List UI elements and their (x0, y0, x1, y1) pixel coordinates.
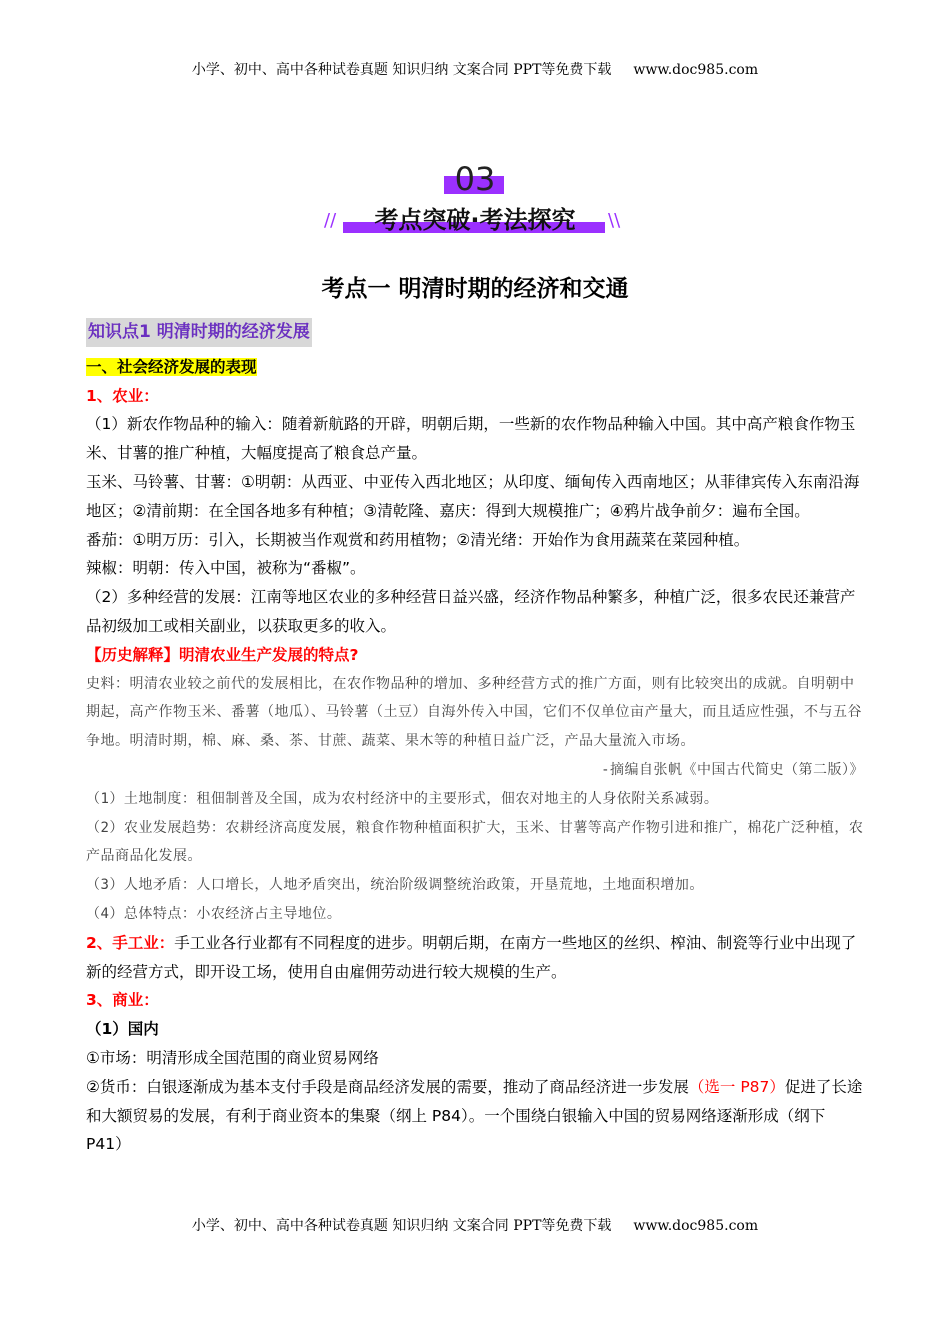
knowledge-point-label: 知识点1 明清时期的经济发展 (86, 318, 312, 347)
agriculture-heading: 1、农业： (86, 386, 159, 405)
commerce-market: ①市场：明清形成全国范围的商业贸易网络 (86, 1048, 379, 1067)
history-point: （1）土地制度：租佃制普及全国，成为农村经济中的主要形式，佃农对地主的人身依附关系减弱。 (86, 790, 719, 807)
section-number: 03 (0, 160, 950, 198)
commerce-heading: 3、商业： (86, 991, 159, 1010)
commerce-subheading: （1）国内 (86, 1020, 159, 1039)
craft-text: 手工业各行业都有不同程度的进步。明朝后期，在南方一些地区的丝织、榨油、制瓷等行业中出现了新的经营方式，即开设工场，使用自由雇佣劳动进行较大规模的生产。 (86, 933, 857, 981)
history-point: （4）总体特点：小农经济占主导地位。 (86, 905, 342, 922)
commerce-currency (86, 1073, 864, 1159)
page-footer (0, 1215, 950, 1235)
history-point: （2）农业发展趋势：农耕经济高度发展，粮食作物种植面积扩大，玉米、甘薯等高产作物引进和推广，棉花广泛种植，农产品商品化发展。 (86, 819, 864, 865)
header-url[interactable]: www.doc985.com (633, 62, 759, 78)
craft-heading: 2、手工业： (86, 933, 175, 952)
currency-reference: （选一 P87） (688, 1077, 785, 1096)
banner-text: 考点突破·考法探究 (374, 206, 576, 234)
agriculture-paragraph-5: （2）多种经营的发展：江南等地区农业的多种经营日益兴盛，经济作物品种繁多，种植广泛，很多农民还兼营产品初级加工或相关副业，以获取更多的收入。 (86, 588, 856, 635)
agriculture-paragraph-4: 辣椒：明朝：传入中国，被称为“番椒”。 (86, 559, 366, 578)
banner-right-mark: \\ (608, 210, 621, 231)
banner-left-mark: // (324, 210, 337, 231)
history-point: （3）人地矛盾：人口增长，人地矛盾突出，统治阶级调整统治政策，开垦荒地，土地面积增加。 (86, 877, 704, 894)
heading-1: 一、社会经济发展的表现 (86, 357, 257, 376)
history-citation: -摘编自张帆《中国古代简史（第二版）》 (601, 761, 864, 778)
agriculture-paragraph-3: 番茄：①明万历：引入，长期被当作观赏和药用植物；②清光绪：开始作为食用蔬菜在菜园种植。 (86, 530, 750, 549)
history-explain-heading: 【历史解释】明清农业生产发展的特点? (86, 645, 359, 664)
currency-text-b: 促进了长途和大额贸易的发展，有利于商业资本的集聚（纲上 P84）。一个围绕白银输入中国的贸易网络逐渐形成（纲下 P41） (86, 1077, 863, 1154)
footer-text: 小学、初中、高中各种试卷真题 知识归纳 文案合同 PPT等免费下载 (191, 1218, 612, 1234)
craft-paragraph (86, 929, 864, 987)
history-source-text: 史料：明清农业较之前代的发展相比，在农作物品种的增加、多种经营方式的推广方面，则有比较突出的成就。自明朝中期起，高产作物玉米、番薯（地瓜）、马铃薯（土豆）自海外传入中国，它们不仅单位亩产量大，而且适应性强，不与五谷争地。明清时期，棉、麻、桑、茶、甘蔗、蔬菜、果木等的种植日益广泛，产品大量流入市场。 (86, 675, 862, 750)
agriculture-paragraph-1: （1）新农作物品种的输入：随着新航路的开辟，明朝后期，一些新的农作物品种输入中国。其中高产粮食作物玉米、甘薯的推广种植，大幅度提高了粮食总产量。 (86, 415, 856, 463)
footer-url[interactable]: www.doc985.com (633, 1218, 759, 1234)
main-content (86, 318, 864, 1159)
agriculture-paragraph-2: 玉米、马铃薯、甘薯：①明朝：从西亚、中亚传入西北地区；从印度、缅甸传入西南地区；从菲律宾传入东南沿海地区；②清前期：在全国各地多有种植；③清乾隆、嘉庆：得到大规模推广；④鸦片战争前夕：遍布全国。 (86, 472, 860, 520)
page-header (0, 59, 950, 79)
header-text: 小学、初中、高中各种试卷真题 知识归纳 文案合同 PPT等免费下载 (191, 62, 612, 78)
section-banner (0, 200, 950, 235)
currency-text-a: ②货币：白银逐渐成为基本支付手段是商品经济发展的需要，推动了商品经济进一步发展 (86, 1077, 689, 1096)
page-title: 考点一 明清时期的经济和交通 (321, 276, 629, 302)
